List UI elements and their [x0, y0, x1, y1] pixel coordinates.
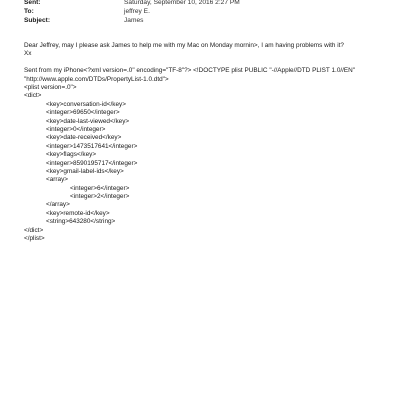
dtd-url-line: "http://www.apple.com/DTDs/PropertyList-1.0.dtd"> — [24, 75, 169, 83]
plist-line: <integer>2</integer> — [70, 193, 130, 201]
greeting-paragraph — [24, 42, 384, 59]
sent-row — [24, 0, 384, 7]
plist-line: </dict> — [24, 226, 44, 234]
plist-line: <integer>69650</integer> — [46, 109, 120, 117]
plist-line: <array> — [46, 176, 69, 184]
sent-from-paragraph — [24, 67, 384, 84]
subject-row — [24, 16, 384, 25]
to-row — [24, 7, 384, 16]
subject-value: James — [124, 17, 144, 24]
plist-line: <key>remote-id</key> — [46, 209, 110, 217]
plist-line: <key>conversation-id</key> — [46, 100, 126, 108]
to-value: jeffrey E. — [124, 8, 150, 15]
plist-line: <key>gmail-label-ids</key> — [46, 167, 124, 175]
plist-block — [24, 84, 384, 243]
plist-line: </array> — [46, 201, 70, 209]
signoff-text: Xx — [24, 50, 32, 58]
to-label: To: — [24, 8, 34, 15]
email-body — [24, 42, 384, 243]
plist-line: <key>flags</key> — [46, 151, 97, 159]
greeting-text: Dear Jeffrey, may I please ask James to help me with my Mac on Monday mornin>, I am having problems with it? — [24, 42, 344, 49]
plist-line: <integer>8590195717</integer> — [46, 159, 138, 167]
plist-line: <string>643280</string> — [46, 218, 116, 226]
sent-from-line: Sent from my iPhone<?xml version=.0" encoding="TF-8"?> <!DOCTYPE plist PUBLIC "-//Apple//DTD PLIST 1.0//EN" — [24, 67, 356, 75]
plist-line: <key>date-received</key> — [46, 134, 122, 142]
sent-label: Sent: — [24, 0, 41, 6]
sent-value: Saturday, September 10, 2016 2:27 PM — [124, 0, 240, 6]
plist-line: </plist> — [24, 235, 45, 243]
email-header — [24, 0, 384, 25]
plist-line: <integer>6</integer> — [70, 184, 130, 192]
plist-line: <plist version=.0"> — [24, 83, 77, 91]
plist-line: <dict> — [24, 92, 42, 100]
subject-label: Subject: — [24, 17, 51, 24]
plist-line: <key>date-last-viewed</key> — [46, 117, 130, 125]
plist-line: <integer>0</integer> — [46, 125, 106, 133]
plist-line: <integer>1473517641</integer> — [46, 142, 138, 150]
